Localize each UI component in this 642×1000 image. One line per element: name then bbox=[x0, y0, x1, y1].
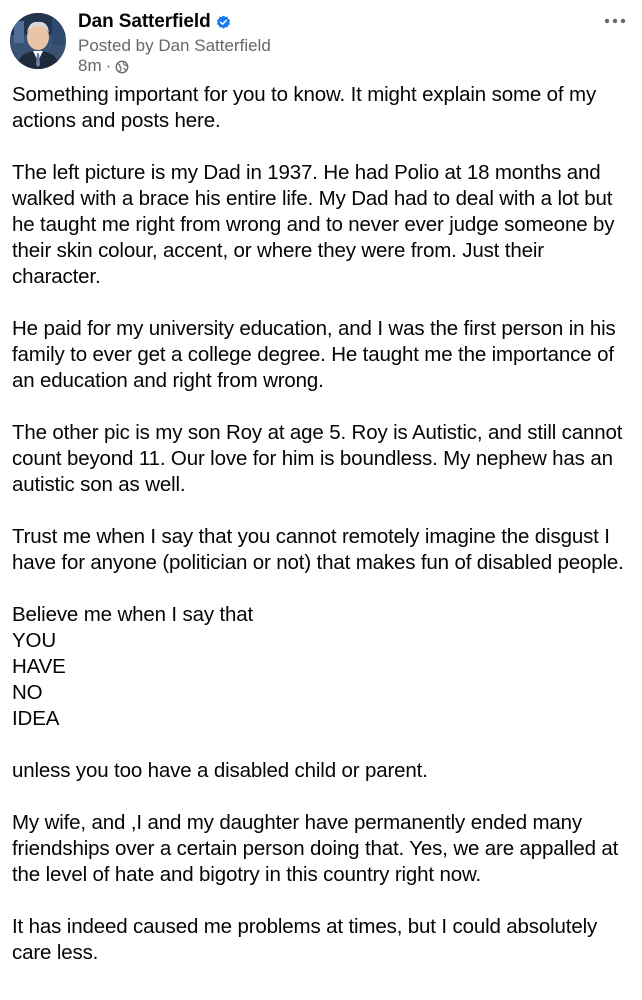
post-paragraph bbox=[12, 316, 634, 394]
more-options-icon bbox=[604, 18, 626, 24]
post-text-line: Believe me when I say that bbox=[12, 603, 254, 626]
post-text-line: unless you too have a disabled child or parent. bbox=[12, 759, 428, 782]
post-text-line: Trust me when I say that you cannot remotely imagine the disgust I have for anyone (politician or not) that makes fun of disabled people. bbox=[12, 525, 624, 574]
posted-by-label: Posted by Dan Satterfield bbox=[78, 36, 271, 55]
post-text-line: The left picture is my Dad in 1937. He had Polio at 18 months and walked with a brace his entire life. My Dad had to deal with a lot but he taught me right from wrong and to never ever judge someone by their skin colour, accent, or where they were from. Just their character. bbox=[12, 161, 615, 288]
post-text-line: It has indeed caused me problems at times, but I could absolutely care less. bbox=[12, 915, 598, 964]
post-meta bbox=[78, 56, 271, 76]
post-paragraph bbox=[12, 758, 634, 784]
author-name[interactable]: Dan Satterfield bbox=[78, 11, 211, 32]
post-paragraph bbox=[12, 420, 634, 498]
header-text bbox=[78, 10, 271, 76]
avatar-photo bbox=[10, 13, 66, 69]
post-text-line: YOU bbox=[12, 629, 56, 652]
globe-icon[interactable] bbox=[115, 59, 129, 73]
post-paragraph bbox=[12, 82, 634, 134]
more-options-button[interactable] bbox=[600, 10, 630, 32]
post-paragraph bbox=[12, 810, 634, 888]
post-paragraph bbox=[12, 914, 634, 966]
post-paragraph bbox=[12, 160, 634, 290]
post-header bbox=[10, 8, 632, 78]
post-text-line: The other pic is my son Roy at age 5. Roy is Autistic, and still cannot count beyond 11. Our love for him is boundless. My nephew has an autistic son as well. bbox=[12, 421, 623, 496]
verified-badge-icon bbox=[216, 15, 231, 30]
author-row bbox=[78, 10, 271, 34]
meta-separator: · bbox=[105, 56, 112, 75]
post-body-text bbox=[12, 82, 634, 992]
post-paragraph bbox=[12, 524, 634, 576]
post-timestamp[interactable]: 8m bbox=[78, 56, 102, 75]
post-text-line: NO bbox=[12, 681, 43, 704]
post-text-line: IDEA bbox=[12, 707, 60, 730]
avatar[interactable] bbox=[10, 13, 66, 69]
post-text-line: HAVE bbox=[12, 655, 66, 678]
post-text-line: Something important for you to know. It might explain some of my actions and posts here. bbox=[12, 83, 597, 132]
post-text-line: My wife, and ,I and my daughter have permanently ended many friendships over a certain person doing that. Yes, we are appalled at the level of hate and bigotry in this country right now. bbox=[12, 811, 619, 886]
post-paragraph bbox=[12, 602, 634, 732]
post-text-line: He paid for my university education, and I was the first person in his family to ever get a college degree. He taught me the importance of an education and right from wrong. bbox=[12, 317, 616, 392]
